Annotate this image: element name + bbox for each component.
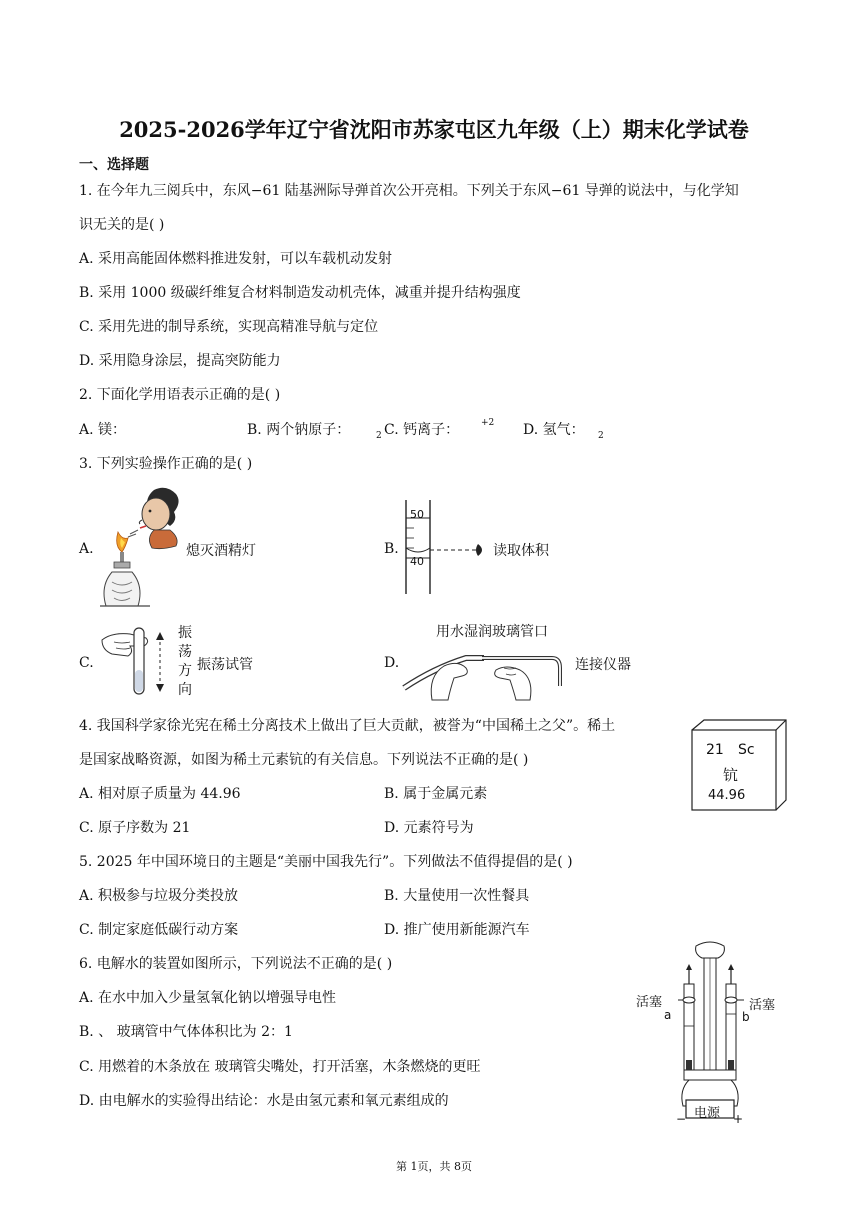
q4-stem-line2: 是国家战略资源，如图为稀土元素钪的有关信息。下列说法不正确的是( ): [79, 752, 529, 768]
q3-option-a-caption: 熄灭酒精灯: [186, 543, 256, 559]
q6-stem: 6. 电解水的装置如图所示，下列说法不正确的是( ): [79, 956, 393, 972]
q2-option-d: D. 氢气：: [523, 422, 585, 438]
shake-direction-label: 振 荡 方 向: [178, 625, 192, 698]
q6-option-b: B. 、 玻璃管中气体体积比为 2：1: [79, 1024, 293, 1040]
page-title: 2025-2026学年辽宁省沈阳市苏家屯区九年级（上）期末化学试卷: [119, 117, 749, 142]
q2-option-a: A. 镁：: [79, 422, 127, 438]
q3-option-a-letter: A.: [79, 541, 94, 557]
q3-option-d-caption: 连接仪器: [575, 657, 631, 673]
q4-option-a: A. 相对原子质量为 44.96: [79, 786, 241, 802]
q5-option-b: B. 大量使用一次性餐具: [384, 888, 530, 904]
element-atomic-number: 21: [706, 742, 724, 758]
negative-terminal-label: −: [676, 1112, 687, 1126]
q4-option-b: B. 属于金属元素: [384, 786, 488, 802]
q3-option-d-top-caption: 用水湿润玻璃管口: [436, 624, 548, 640]
left-valve-label: 活塞: [636, 995, 663, 1010]
extinguish-alcohol-lamp-illustration: [96, 486, 186, 608]
water-electrolysis-apparatus: [640, 940, 780, 1126]
cylinder-tick-40: 40: [410, 555, 424, 568]
q4-option-d: D. 元素符号为: [384, 820, 474, 836]
q1-option-b: B. 采用 1000 级碳纤维复合材料制造发动机壳体，减重并提升结构强度: [79, 285, 521, 301]
element-name: 钪: [723, 766, 739, 784]
q4-option-c: C. 原子序数为 21: [79, 820, 191, 836]
q3-stem: 3. 下列实验操作正确的是( ): [79, 456, 253, 472]
q3-option-c-caption: 振荡试管: [197, 657, 253, 673]
right-valve-label: 活塞: [749, 998, 776, 1013]
tube-a-label: a: [664, 1008, 672, 1022]
q5-option-a: A. 积极参与垃圾分类投放: [79, 888, 239, 904]
connect-apparatus-illustration: [402, 640, 574, 700]
cylinder-tick-50: 50: [410, 508, 424, 521]
q4-stem-line1: 4. 我国科学家徐光宪在稀土分离技术上做出了巨大贡献，被誉为“中国稀土之父”。稀土: [79, 718, 616, 734]
q2-option-d-subscript: 2: [598, 431, 604, 441]
section-heading: 一、选择题: [79, 157, 149, 173]
q6-option-a: A. 在水中加入少量氢氧化钠以增强导电性: [79, 990, 337, 1006]
q5-stem: 5. 2025 年中国环境日的主题是“美丽中国我先行”。下列做法不值得提倡的是( ): [79, 854, 573, 870]
tube-b-label: b: [742, 1010, 750, 1024]
q1-option-c: C. 采用先进的制导系统，实现高精准导航与定位: [79, 319, 379, 335]
q2-stem: 2. 下面化学用语表示正确的是( ): [79, 387, 281, 403]
q5-option-c: C. 制定家庭低碳行动方案: [79, 922, 239, 938]
element-symbol: Sc: [738, 742, 755, 758]
positive-terminal-label: +: [733, 1112, 744, 1126]
q2-option-c-superscript: +2: [481, 418, 495, 428]
q3-option-d-letter: D.: [384, 655, 400, 671]
q1-stem-line2: 识无关的是( ): [79, 217, 165, 233]
q3-option-b-letter: B.: [384, 541, 399, 557]
q6-option-c: C. 用燃着的木条放在 玻璃管尖嘴处，打开活塞，木条燃烧的更旺: [79, 1059, 481, 1075]
q5-option-d: D. 推广使用新能源汽车: [384, 922, 530, 938]
q2-option-c: C. 钙离子：: [384, 422, 460, 438]
q6-option-d: D. 由电解水的实验得出结论：水是由氢元素和氧元素组成的: [79, 1093, 449, 1109]
q3-option-b-caption: 读取体积: [493, 543, 549, 559]
q1-option-a: A. 采用高能固体燃料推进发射，可以车载机动发射: [79, 251, 393, 267]
q3-option-c-letter: C.: [79, 655, 94, 671]
shake-test-tube-illustration: [100, 622, 180, 702]
q1-stem-line1: 1. 在今年九三阅兵中，东风−61 陆基洲际导弹首次公开亮相。下列关于东风−61 导弹的说法中，与化学知: [79, 183, 739, 199]
page-footer: 第 1页，共 8页: [396, 1160, 472, 1173]
power-supply-label: 电源: [694, 1106, 721, 1121]
q1-option-d: D. 采用隐身涂层，提高突防能力: [79, 353, 281, 369]
q2-option-b: B. 两个钠原子：: [247, 422, 351, 438]
element-atomic-mass: 44.96: [708, 788, 746, 803]
q2-option-b-subscript: 2: [376, 431, 382, 441]
